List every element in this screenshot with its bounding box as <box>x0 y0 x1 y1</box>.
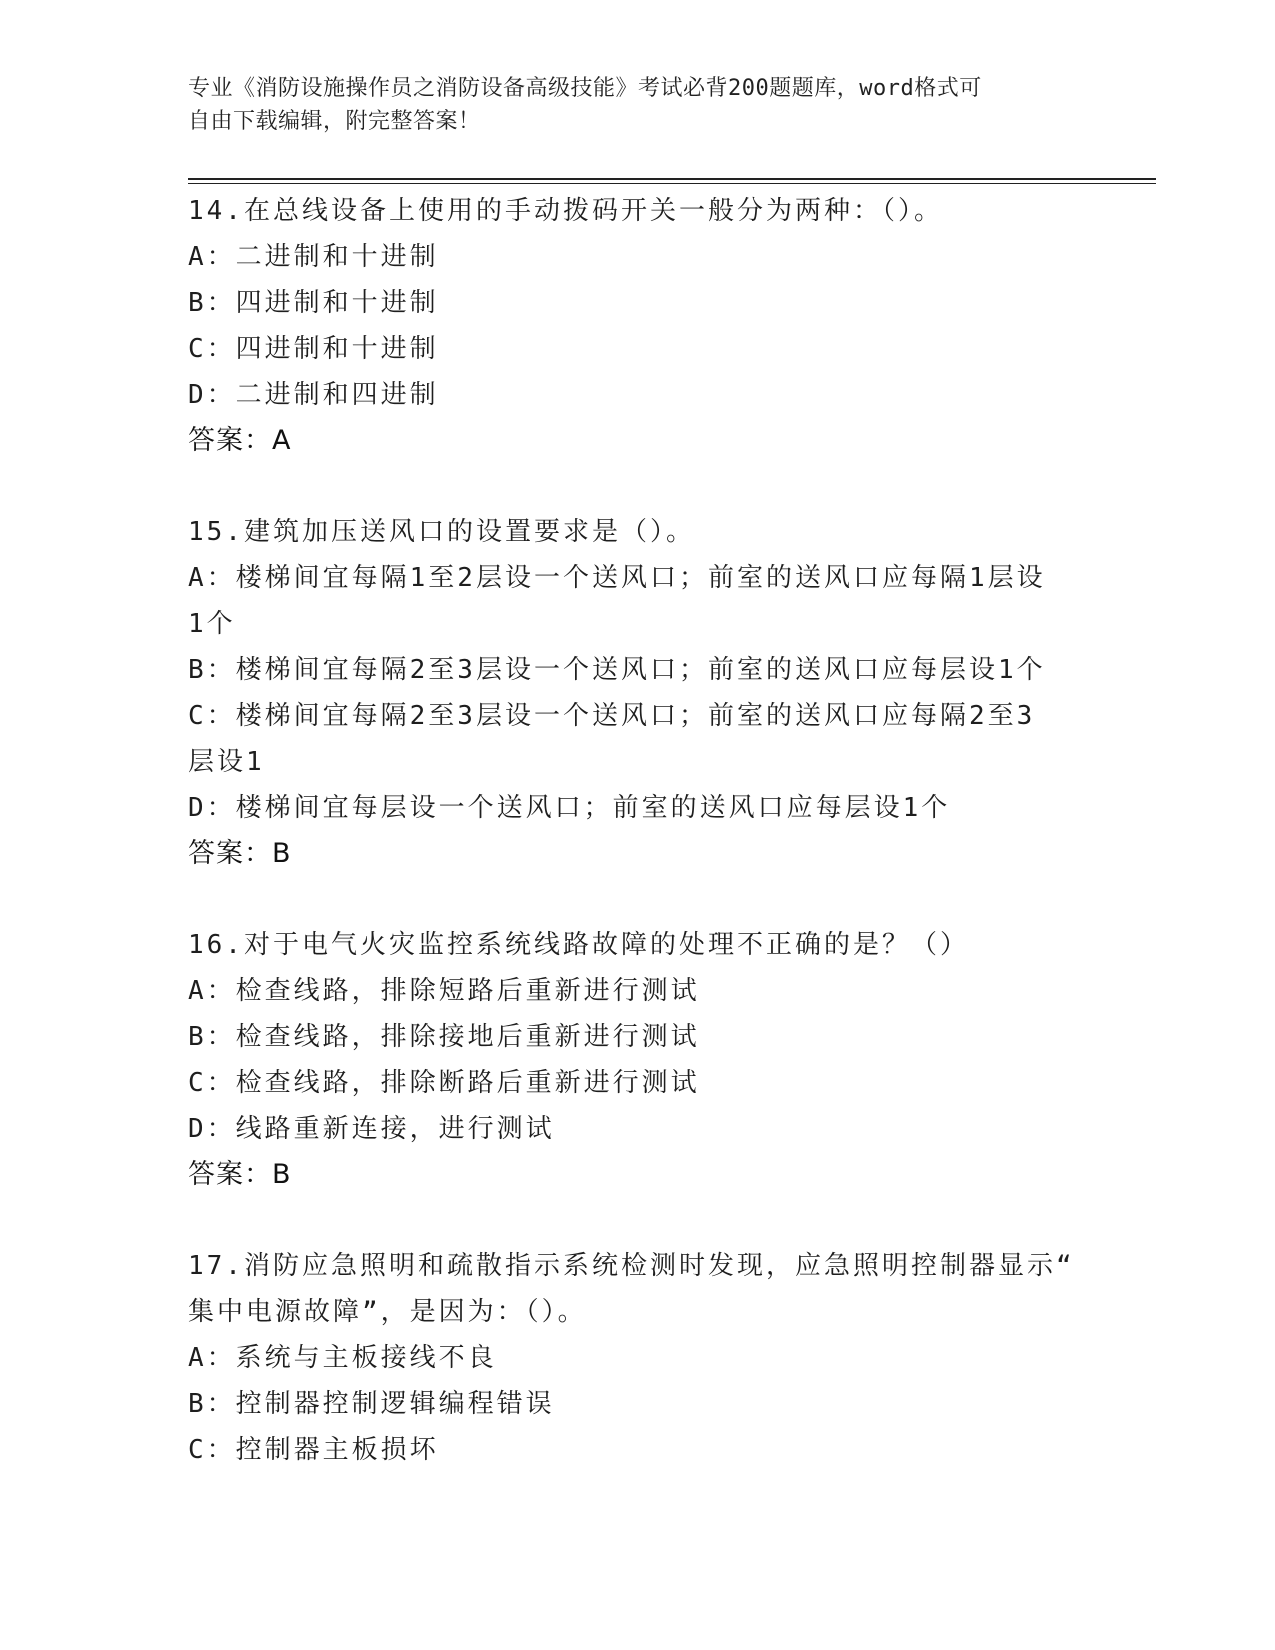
option-c: C：检查线路，排除断路后重新进行测试 <box>188 1068 700 1098</box>
header-line-2: 自由下载编辑，附完整答案！ <box>188 109 481 134</box>
document-header <box>188 72 1088 138</box>
option-b: B：控制器控制逻辑编程错误 <box>188 1389 555 1419</box>
question-item <box>188 1243 1088 1473</box>
option-d: D：线路重新连接，进行测试 <box>188 1114 555 1144</box>
option-a-continued: 1个 <box>188 609 236 639</box>
answer-line: 答案：B <box>188 838 292 869</box>
option-c-continued: 层设1 <box>188 747 265 777</box>
option-b: B：楼梯间宜每隔2至3层设一个送风口；前室的送风口应每层设1个 <box>188 655 1046 685</box>
answer-line: 答案：B <box>188 1159 292 1190</box>
option-d: D：楼梯间宜每层设一个送风口；前室的送风口应每层设1个 <box>188 793 951 823</box>
option-c: C：四进制和十进制 <box>188 334 439 364</box>
option-d: D：二进制和四进制 <box>188 380 439 410</box>
option-c: C：楼梯间宜每隔2至3层设一个送风口；前室的送风口应每隔2至3 <box>188 701 1036 731</box>
option-a: A：二进制和十进制 <box>188 242 439 272</box>
question-stem: 17.消防应急照明和疏散指示系统检测时发现，应急照明控制器显示“ <box>188 1251 1075 1281</box>
question-item <box>188 922 1088 1198</box>
question-stem: 16.对于电气火灾监控系统线路故障的处理不正确的是？（） <box>188 930 969 960</box>
question-stem: 15.建筑加压送风口的设置要求是（）。 <box>188 517 695 547</box>
option-b: B：检查线路，排除接地后重新进行测试 <box>188 1022 700 1052</box>
answer-line: 答案：A <box>188 425 292 456</box>
header-divider-thin <box>188 183 1156 184</box>
option-c: C：控制器主板损坏 <box>188 1435 439 1465</box>
question-item <box>188 188 1088 464</box>
question-list <box>188 188 1088 1518</box>
question-stem-continued: 集中电源故障”，是因为：（）。 <box>188 1297 587 1327</box>
option-b: B：四进制和十进制 <box>188 288 439 318</box>
question-item <box>188 509 1088 877</box>
option-a: A：系统与主板接线不良 <box>188 1343 497 1373</box>
option-a: A：检查线路，排除短路后重新进行测试 <box>188 976 700 1006</box>
header-line-1: 专业《消防设施操作员之消防设备高级技能》考试必背200题题库，word格式可 <box>188 76 982 101</box>
header-divider-thick <box>188 178 1156 180</box>
question-stem: 14.在总线设备上使用的手动拨码开关一般分为两种：（）。 <box>188 196 943 226</box>
option-a: A：楼梯间宜每隔1至2层设一个送风口；前室的送风口应每隔1层设 <box>188 563 1046 593</box>
